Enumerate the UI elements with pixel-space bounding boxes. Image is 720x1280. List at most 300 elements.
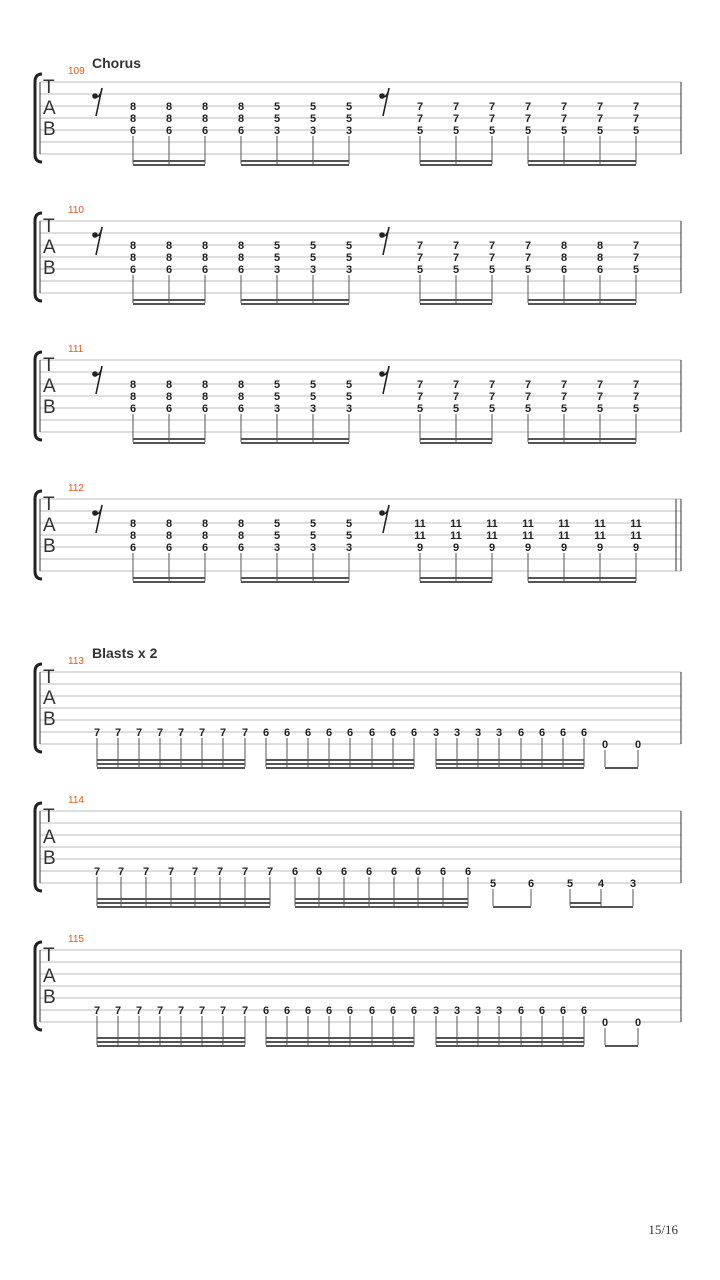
beam — [133, 581, 205, 583]
eighth-rest-icon — [92, 88, 102, 116]
fret-number: 7 — [241, 1005, 249, 1017]
beam — [133, 303, 205, 305]
measure-number: 111 — [68, 344, 84, 355]
fret-number: 6 — [389, 727, 397, 739]
fret-number: 11 — [414, 518, 426, 530]
fret-number: 5 — [309, 518, 317, 530]
fret-number: 7 — [135, 727, 143, 739]
fret-number: 3 — [629, 878, 637, 890]
fret-number: 7 — [219, 727, 227, 739]
beam — [133, 442, 205, 444]
tab-clef-letter: T — [43, 806, 55, 827]
fret-number: 11 — [558, 530, 570, 542]
fret-number: 6 — [365, 866, 373, 878]
fret-number: 5 — [632, 125, 640, 137]
fret-number: 5 — [524, 264, 532, 276]
fret-number: 5 — [596, 403, 604, 415]
fret-number: 7 — [488, 240, 496, 252]
fret-number: 8 — [165, 101, 173, 113]
fret-number: 3 — [273, 542, 281, 554]
beam — [97, 1041, 245, 1043]
fret-number: 7 — [198, 1005, 206, 1017]
fret-number: 8 — [129, 530, 137, 542]
fret-number: 5 — [632, 403, 640, 415]
tab-clef-letter: A — [43, 827, 56, 848]
fret-number: 7 — [488, 101, 496, 113]
fret-number: 5 — [416, 403, 424, 415]
fret-number: 7 — [632, 252, 640, 264]
beam — [133, 438, 205, 440]
fret-number: 5 — [416, 264, 424, 276]
fret-number: 7 — [632, 379, 640, 391]
fret-number: 7 — [416, 379, 424, 391]
fret-number: 9 — [452, 542, 460, 554]
fret-number: 5 — [345, 101, 353, 113]
beam — [97, 902, 270, 904]
beam — [97, 1037, 245, 1039]
beam — [97, 767, 245, 769]
beam — [528, 438, 636, 440]
fret-number: 7 — [488, 379, 496, 391]
beam — [420, 303, 492, 305]
fret-number: 3 — [432, 1005, 440, 1017]
fret-number: 6 — [201, 542, 209, 554]
fret-number: 5 — [345, 252, 353, 264]
tab-system-115 — [0, 928, 720, 1058]
fret-number: 7 — [452, 240, 460, 252]
fret-number: 7 — [117, 866, 125, 878]
fret-number: 0 — [601, 739, 609, 751]
tab-clef-letter: B — [43, 536, 56, 557]
fret-number: 11 — [414, 530, 426, 542]
fret-number: 3 — [345, 264, 353, 276]
beam — [420, 577, 492, 579]
fret-number: 6 — [527, 878, 535, 890]
fret-number: 7 — [241, 866, 249, 878]
section-title-blasts: Blasts x 2 — [92, 645, 158, 661]
fret-number: 7 — [488, 252, 496, 264]
tab-system-109 — [0, 60, 720, 190]
fret-number: 8 — [237, 101, 245, 113]
fret-number: 6 — [165, 264, 173, 276]
eighth-rest-icon — [92, 505, 102, 533]
fret-number: 8 — [129, 391, 137, 403]
fret-number: 7 — [452, 101, 460, 113]
fret-number: 3 — [432, 727, 440, 739]
eighth-rest-icon — [92, 227, 102, 255]
beam — [436, 1041, 584, 1043]
beam — [241, 581, 349, 583]
fret-number: 8 — [237, 113, 245, 125]
fret-number: 8 — [201, 113, 209, 125]
fret-number: 7 — [167, 866, 175, 878]
beam — [295, 898, 468, 900]
fret-number: 6 — [410, 727, 418, 739]
fret-number: 8 — [129, 101, 137, 113]
fret-number: 7 — [632, 240, 640, 252]
fret-number: 11 — [594, 530, 606, 542]
beam — [241, 442, 349, 444]
tab-clef-letter: T — [43, 77, 55, 98]
fret-number: 7 — [416, 113, 424, 125]
fret-number: 6 — [129, 403, 137, 415]
fret-number: 6 — [165, 542, 173, 554]
fret-number: 9 — [488, 542, 496, 554]
fret-number: 6 — [517, 1005, 525, 1017]
section-title-chorus: Chorus — [92, 55, 141, 71]
fret-number: 6 — [262, 1005, 270, 1017]
fret-number: 7 — [596, 101, 604, 113]
fret-number: 6 — [129, 542, 137, 554]
eighth-rest-icon — [379, 366, 389, 394]
beam — [528, 442, 636, 444]
fret-number: 8 — [201, 518, 209, 530]
beam — [420, 442, 492, 444]
fret-number: 8 — [129, 240, 137, 252]
fret-number: 3 — [309, 403, 317, 415]
measure-number: 110 — [68, 205, 84, 216]
beam — [97, 906, 270, 908]
fret-number: 8 — [237, 518, 245, 530]
beam — [436, 767, 584, 769]
fret-number: 7 — [524, 379, 532, 391]
beam — [266, 759, 414, 761]
beam — [436, 1045, 584, 1047]
fret-number: 8 — [201, 530, 209, 542]
fret-number: 5 — [273, 101, 281, 113]
fret-number: 6 — [439, 866, 447, 878]
beam — [133, 160, 205, 162]
fret-number: 7 — [198, 727, 206, 739]
fret-number: 7 — [596, 113, 604, 125]
fret-number: 8 — [201, 240, 209, 252]
fret-number: 7 — [93, 727, 101, 739]
fret-number: 0 — [634, 1017, 642, 1029]
fret-number: 6 — [390, 866, 398, 878]
fret-number: 7 — [488, 113, 496, 125]
beam — [420, 581, 492, 583]
fret-number: 7 — [632, 113, 640, 125]
beam — [436, 763, 584, 765]
fret-number: 7 — [416, 252, 424, 264]
tab-clef-letter: B — [43, 987, 56, 1008]
fret-number: 8 — [560, 252, 568, 264]
fret-number: 8 — [237, 379, 245, 391]
beam — [266, 1037, 414, 1039]
fret-number: 6 — [580, 1005, 588, 1017]
tab-system-112 — [0, 477, 720, 607]
fret-number: 11 — [486, 530, 498, 542]
tab-clef-letter: A — [43, 98, 56, 119]
fret-number: 6 — [517, 727, 525, 739]
beam — [97, 759, 245, 761]
fret-number: 7 — [524, 252, 532, 264]
beam — [528, 303, 636, 305]
fret-number: 7 — [524, 240, 532, 252]
fret-number: 6 — [165, 125, 173, 137]
fret-number: 7 — [452, 391, 460, 403]
fret-number: 6 — [538, 1005, 546, 1017]
tab-clef-letter: A — [43, 966, 56, 987]
tab-clef-letter: B — [43, 397, 56, 418]
fret-number: 7 — [156, 727, 164, 739]
fret-number: 6 — [283, 1005, 291, 1017]
tab-system-111 — [0, 338, 720, 468]
fret-number: 6 — [560, 264, 568, 276]
fret-number: 8 — [201, 252, 209, 264]
beam — [528, 577, 636, 579]
fret-number: 3 — [495, 727, 503, 739]
fret-number: 5 — [309, 391, 317, 403]
fret-number: 11 — [558, 518, 570, 530]
fret-number: 11 — [522, 518, 534, 530]
beam — [605, 767, 638, 769]
fret-number: 6 — [580, 727, 588, 739]
fret-number: 8 — [165, 379, 173, 391]
tab-clef-letter: T — [43, 355, 55, 376]
beam — [528, 581, 636, 583]
tab-clef-letter: A — [43, 376, 56, 397]
beam — [133, 577, 205, 579]
fret-number: 5 — [309, 101, 317, 113]
fret-number: 6 — [291, 866, 299, 878]
fret-number: 7 — [93, 866, 101, 878]
fret-number: 9 — [560, 542, 568, 554]
fret-number: 7 — [114, 1005, 122, 1017]
fret-number: 8 — [201, 101, 209, 113]
fret-number: 5 — [345, 518, 353, 530]
fret-number: 5 — [488, 264, 496, 276]
fret-number: 5 — [273, 391, 281, 403]
fret-number: 6 — [325, 727, 333, 739]
fret-number: 6 — [129, 264, 137, 276]
measure-number: 109 — [68, 66, 85, 77]
fret-number: 8 — [165, 530, 173, 542]
fret-number: 11 — [630, 518, 642, 530]
beam — [436, 759, 584, 761]
fret-number: 11 — [486, 518, 498, 530]
fret-number: 6 — [237, 542, 245, 554]
measure-number: 113 — [68, 656, 84, 667]
beam — [420, 438, 492, 440]
fret-number: 5 — [273, 252, 281, 264]
tab-system-113 — [0, 650, 720, 780]
fret-number: 8 — [165, 240, 173, 252]
beam — [241, 299, 349, 301]
fret-number: 8 — [596, 240, 604, 252]
fret-number: 6 — [283, 727, 291, 739]
fret-number: 8 — [165, 391, 173, 403]
fret-number: 6 — [304, 727, 312, 739]
fret-number: 5 — [309, 240, 317, 252]
beam — [97, 763, 245, 765]
fret-number: 8 — [237, 391, 245, 403]
tab-clef-letter: T — [43, 945, 55, 966]
fret-number: 6 — [346, 1005, 354, 1017]
fret-number: 3 — [345, 542, 353, 554]
fret-number: 7 — [452, 113, 460, 125]
fret-number: 6 — [129, 125, 137, 137]
fret-number: 9 — [416, 542, 424, 554]
fret-number: 7 — [596, 391, 604, 403]
measure-number: 114 — [68, 795, 84, 806]
beam — [570, 906, 633, 908]
fret-number: 7 — [488, 391, 496, 403]
fret-number: 7 — [266, 866, 274, 878]
fret-number: 5 — [309, 379, 317, 391]
beam — [420, 299, 492, 301]
fret-number: 5 — [273, 113, 281, 125]
fret-number: 3 — [495, 1005, 503, 1017]
fret-number: 11 — [594, 518, 606, 530]
fret-number: 5 — [524, 125, 532, 137]
fret-number: 7 — [560, 101, 568, 113]
measure-number: 112 — [68, 483, 84, 494]
fret-number: 5 — [273, 518, 281, 530]
fret-number: 7 — [142, 866, 150, 878]
fret-number: 8 — [129, 113, 137, 125]
fret-number: 6 — [414, 866, 422, 878]
fret-number: 7 — [177, 727, 185, 739]
fret-number: 7 — [156, 1005, 164, 1017]
beam — [133, 299, 205, 301]
eighth-rest-icon — [92, 366, 102, 394]
fret-number: 6 — [389, 1005, 397, 1017]
beam — [266, 767, 414, 769]
fret-number: 6 — [201, 125, 209, 137]
fret-number: 7 — [452, 252, 460, 264]
fret-number: 8 — [165, 518, 173, 530]
fret-number: 5 — [452, 264, 460, 276]
tab-clef-letter: A — [43, 688, 56, 709]
tab-clef-letter: B — [43, 848, 56, 869]
beam — [266, 1045, 414, 1047]
fret-number: 3 — [453, 727, 461, 739]
fret-number: 6 — [201, 403, 209, 415]
fret-number: 7 — [560, 379, 568, 391]
fret-number: 8 — [201, 379, 209, 391]
beam — [528, 299, 636, 301]
fret-number: 3 — [309, 125, 317, 137]
fret-number: 7 — [452, 379, 460, 391]
fret-number: 7 — [560, 113, 568, 125]
fret-number: 5 — [345, 379, 353, 391]
fret-number: 3 — [273, 125, 281, 137]
fret-number: 3 — [273, 403, 281, 415]
beam — [420, 164, 492, 166]
fret-number: 6 — [368, 1005, 376, 1017]
fret-number: 6 — [346, 727, 354, 739]
beam — [420, 160, 492, 162]
fret-number: 8 — [560, 240, 568, 252]
fret-number: 11 — [522, 530, 534, 542]
fret-number: 9 — [632, 542, 640, 554]
fret-number: 7 — [93, 1005, 101, 1017]
fret-number: 8 — [237, 240, 245, 252]
measure-number: 115 — [68, 934, 84, 945]
fret-number: 3 — [345, 403, 353, 415]
fret-number: 3 — [273, 264, 281, 276]
fret-number: 6 — [165, 403, 173, 415]
beam — [528, 160, 636, 162]
fret-number: 8 — [237, 252, 245, 264]
fret-number: 7 — [177, 1005, 185, 1017]
eighth-rest-icon — [379, 505, 389, 533]
fret-number: 5 — [488, 125, 496, 137]
tab-clef-letter: T — [43, 216, 55, 237]
fret-number: 6 — [340, 866, 348, 878]
fret-number: 6 — [596, 264, 604, 276]
fret-number: 5 — [345, 530, 353, 542]
fret-number: 6 — [368, 727, 376, 739]
fret-number: 7 — [560, 391, 568, 403]
fret-number: 5 — [309, 252, 317, 264]
fret-number: 3 — [309, 264, 317, 276]
fret-number: 5 — [488, 403, 496, 415]
tab-clef-letter: T — [43, 667, 55, 688]
fret-number: 3 — [345, 125, 353, 137]
fret-number: 6 — [237, 264, 245, 276]
fret-number: 5 — [452, 125, 460, 137]
fret-number: 3 — [453, 1005, 461, 1017]
fret-number: 3 — [309, 542, 317, 554]
fret-number: 4 — [597, 878, 605, 890]
fret-number: 5 — [524, 403, 532, 415]
fret-number: 7 — [241, 727, 249, 739]
fret-number: 11 — [450, 518, 462, 530]
fret-number: 5 — [345, 113, 353, 125]
tab-clef-letter: A — [43, 237, 56, 258]
fret-number: 5 — [416, 125, 424, 137]
fret-number: 7 — [416, 391, 424, 403]
fret-number: 6 — [237, 403, 245, 415]
fret-number: 5 — [273, 240, 281, 252]
fret-number: 5 — [273, 379, 281, 391]
fret-number: 11 — [450, 530, 462, 542]
beam — [605, 1045, 638, 1047]
fret-number: 6 — [559, 727, 567, 739]
tab-clef-letter: T — [43, 494, 55, 515]
fret-number: 5 — [560, 125, 568, 137]
beam — [570, 902, 601, 904]
fret-number: 7 — [219, 1005, 227, 1017]
fret-number: 9 — [596, 542, 604, 554]
fret-number: 5 — [309, 113, 317, 125]
fret-number: 7 — [524, 101, 532, 113]
beam — [241, 160, 349, 162]
fret-number: 5 — [273, 530, 281, 542]
fret-number: 5 — [596, 125, 604, 137]
fret-number: 6 — [325, 1005, 333, 1017]
fret-number: 3 — [474, 1005, 482, 1017]
tab-clef-letter: B — [43, 119, 56, 140]
fret-number: 5 — [345, 240, 353, 252]
fret-number: 8 — [165, 252, 173, 264]
fret-number: 6 — [559, 1005, 567, 1017]
beam — [97, 898, 270, 900]
fret-number: 9 — [524, 542, 532, 554]
fret-number: 8 — [129, 379, 137, 391]
fret-number: 6 — [315, 866, 323, 878]
fret-number: 7 — [216, 866, 224, 878]
fret-number: 7 — [524, 391, 532, 403]
beam — [241, 438, 349, 440]
fret-number: 7 — [135, 1005, 143, 1017]
fret-number: 6 — [262, 727, 270, 739]
fret-number: 8 — [237, 530, 245, 542]
fret-number: 8 — [129, 252, 137, 264]
fret-number: 5 — [489, 878, 497, 890]
